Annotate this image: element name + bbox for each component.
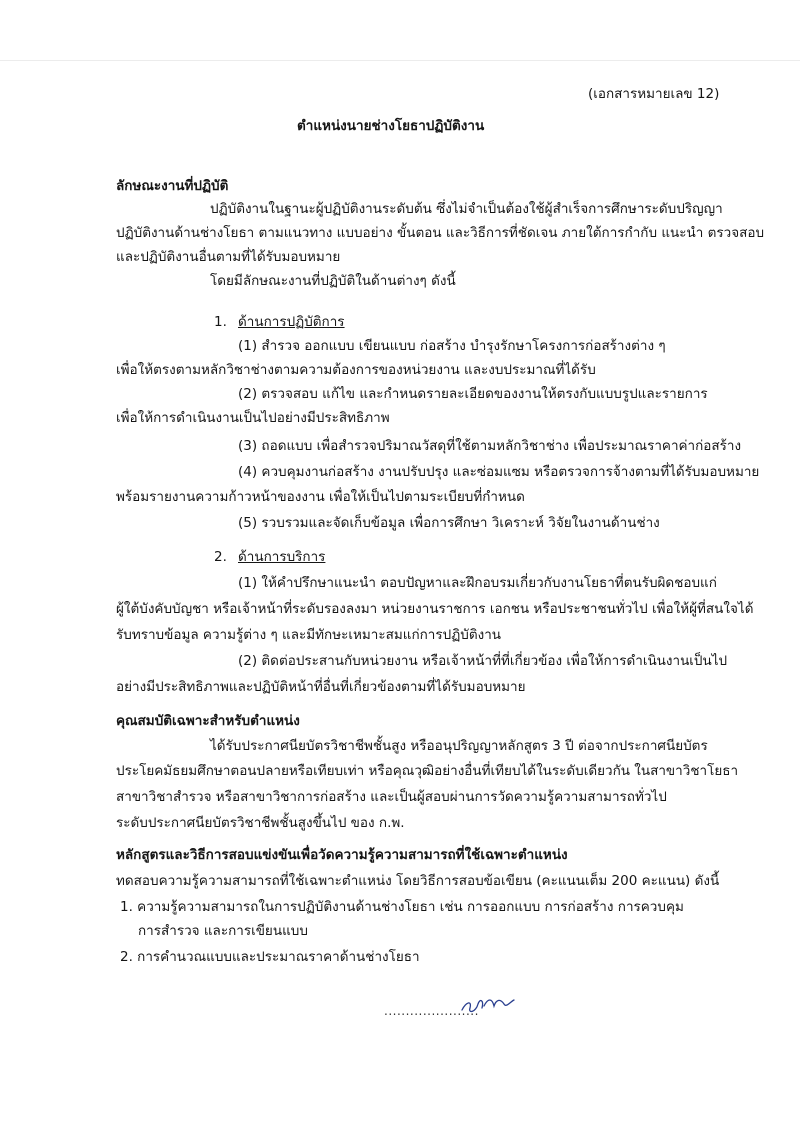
page-title: ตำแหน่งนายช่างโยธาปฏิบัติงาน bbox=[297, 118, 485, 134]
handwritten-initials bbox=[458, 992, 518, 1018]
paragraph-line: ปฏิบัติงานด้านช่างโยธา ตามแนวทาง แบบอย่าง ขั้นตอน และวิธีการที่ชัดเจน ภายใต้การกำกับ แนะนำ ตรวจสอบ bbox=[116, 225, 765, 241]
paragraph-line: ระดับประกาศนียบัตรวิชาชีพชั้นสูงขึ้นไป ของ ก.พ. bbox=[116, 815, 405, 831]
section-heading-qualifications: คุณสมบัติเฉพาะสำหรับตำแหน่ง bbox=[116, 713, 300, 729]
paragraph-line: ทดสอบความรู้ความสามารถที่ใช้เฉพาะตำแหน่ง โดยวิธีการสอบข้อเขียน (คะแนนเต็ม 200 คะแนน) ดังนี้ bbox=[116, 873, 720, 889]
list-item-line: พร้อมรายงานความก้าวหน้าของงาน เพื่อให้เป็นไปตามระเบียบที่กำหนด bbox=[116, 489, 525, 505]
list-item-line: เพื่อให้การดำเนินงานเป็นไปอย่างมีประสิทธิภาพ bbox=[116, 410, 390, 426]
paragraph-line: ปฏิบัติงานในฐานะผู้ปฏิบัติงานระดับต้น ซึ่งไม่จำเป็นต้องใช้ผู้สำเร็จการศึกษาระดับปริญญา bbox=[210, 201, 723, 217]
list-item-line: อย่างมีประสิทธิภาพและปฏิบัติหน้าที่อื่นที่เกี่ยวข้องตามที่ได้รับมอบหมาย bbox=[116, 679, 526, 695]
signature-line: ...................... bbox=[384, 1004, 479, 1018]
list-item-line: (1) ให้คำปรึกษาแนะนำ ตอบปัญหาและฝึกอบรมเกี่ยวกับงานโยธาที่ตนรับผิดชอบแก่ bbox=[238, 575, 717, 591]
section-heading-duties: ลักษณะงานที่ปฏิบัติ bbox=[116, 178, 229, 194]
list-item-line: ผู้ใต้บังคับบัญชา หรือเจ้าหน้าที่ระดับรองลงมา หน่วยงานราชการ เอกชน หรือประชาชนทั่วไป เพื่อให้ผู้ที่สนใจได้ bbox=[116, 601, 754, 617]
list-item-line: เพื่อให้ตรงตามหลักวิชาช่างตามความต้องการของหน่วยงาน และงบประมาณที่ได้รับ bbox=[116, 362, 596, 378]
list-item-line: (3) ถอดแบบ เพื่อสำรวจปริมาณวัสดุที่ใช้ตามหลักวิชาช่าง เพื่อประมาณราคาค่าก่อสร้าง bbox=[238, 438, 742, 454]
document-number: (เอกสารหมายเลข 12) bbox=[588, 86, 720, 102]
list-item-line: รับทราบข้อมูล ความรู้ต่าง ๆ และมีทักษะเหมาะสมแก่การปฏิบัติงาน bbox=[116, 627, 502, 643]
exam-item-line: 1. ความรู้ความสามารถในการปฏิบัติงานด้านช่างโยธา เช่น การออกแบบ การก่อสร้าง การควบคุม bbox=[120, 899, 684, 915]
list-item-line: (5) รวบรวมและจัดเก็บข้อมูล เพื่อการศึกษา วิเคราะห์ วิจัยในงานด้านช่าง bbox=[238, 515, 660, 531]
list-item-line: (1) สำรวจ ออกแบบ เขียนแบบ ก่อสร้าง บำรุงรักษาโครงการก่อสร้างต่าง ๆ bbox=[238, 338, 666, 354]
paragraph-line: ได้รับประกาศนียบัตรวิชาชีพชั้นสูง หรืออนุปริญญาหลักสูตร 3 ปี ต่อจากประกาศนียบัตร bbox=[210, 738, 708, 754]
paragraph-line: ประโยคมัธยมศึกษาตอนปลายหรือเทียบเท่า หรือคุณวุฒิอย่างอื่นที่เทียบได้ในระดับเดียวกัน ในสาขาวิชาโยธา bbox=[116, 763, 739, 779]
paragraph-line: สาขาวิชาสำรวจ หรือสาขาวิชาการก่อสร้าง และเป็นผู้สอบผ่านการวัดความรู้ความสามารถทั่วไป bbox=[116, 789, 667, 805]
area-number: 2. bbox=[214, 549, 227, 565]
paragraph-line: โดยมีลักษณะงานที่ปฏิบัติในด้านต่างๆ ดังนี้ bbox=[210, 273, 456, 289]
exam-item-line: 2. การคำนวณแบบและประมาณราคาด้านช่างโยธา bbox=[120, 949, 420, 965]
area-number: 1. bbox=[214, 314, 227, 330]
list-item-line: (2) ติดต่อประสานกับหน่วยงาน หรือเจ้าหน้าที่ที่เกี่ยวข้อง เพื่อให้การดำเนินงานเป็นไป bbox=[238, 653, 728, 669]
list-item-line: (2) ตรวจสอบ แก้ไข และกำหนดรายละเอียดของงานให้ตรงกับแบบรูปและรายการ bbox=[238, 386, 708, 402]
paragraph-line: และปฏิบัติงานอื่นตามที่ได้รับมอบหมาย bbox=[116, 249, 341, 265]
scan-edge-line bbox=[0, 60, 800, 61]
area-title-operations: ด้านการปฏิบัติการ bbox=[238, 314, 345, 330]
section-heading-exam: หลักสูตรและวิธีการสอบแข่งขันเพื่อวัดความรู้ความสามารถที่ใช้เฉพาะตำแหน่ง bbox=[116, 847, 568, 863]
area-title-services: ด้านการบริการ bbox=[238, 549, 326, 565]
list-item-line: (4) ควบคุมงานก่อสร้าง งานปรับปรุง และซ่อมแซม หรือตรวจการจ้างตามที่ได้รับมอบหมาย bbox=[238, 464, 760, 480]
exam-item-line: การสำรวจ และการเขียนแบบ bbox=[138, 923, 308, 939]
